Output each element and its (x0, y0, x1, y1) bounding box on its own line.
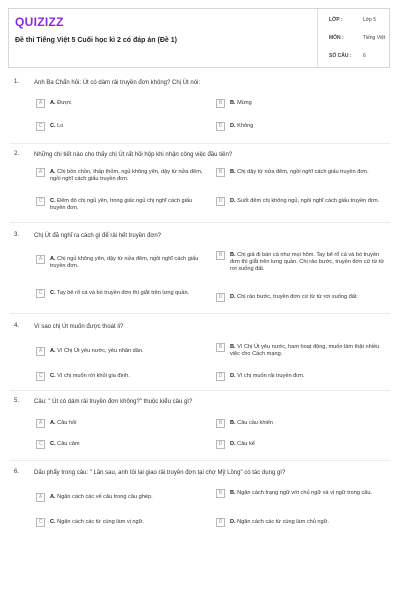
option-checkbox[interactable]: B (216, 419, 225, 428)
option-checkbox[interactable]: B (216, 251, 225, 260)
page-title: Đề thi Tiếng Việt 5 Cuối học kì 2 có đáp án (Đề 1) (15, 37, 177, 44)
option-letter: D. (230, 294, 236, 300)
option-letter: A. (50, 420, 56, 426)
option-checkbox[interactable]: D (216, 440, 225, 449)
option-text: Ngăn cách các từ cùng làm chủ ngữ. (237, 519, 329, 525)
option-letter: D. (230, 198, 236, 204)
option-letter: D. (230, 373, 236, 379)
option-letter: C. (50, 290, 56, 296)
option-letter: C. (50, 198, 56, 204)
meta-count-value: 6 (363, 53, 366, 59)
option-letter: B. (230, 490, 236, 496)
option-letter: C. (50, 441, 56, 447)
option-letter: A. (50, 100, 56, 106)
option-letter: D. (230, 519, 236, 525)
option-letter: A. (50, 169, 56, 175)
option-text: Câu cầu khiến (237, 420, 273, 426)
option-text: Chị rảo bước, truyền đơn cứ từ từ rơi xuống đất. (237, 294, 358, 300)
option-checkbox[interactable]: A (36, 99, 45, 108)
option-letter: C. (50, 373, 56, 379)
question-text: Chị Út đã nghĩ ra cách gì để rải hết truyền đơn? (34, 233, 162, 239)
option-text: Chị bồn chồn, thấp thỏm, ngủ không yên, dậy từ nửa đêm, ngồi nghĩ cách giấu truyền đơn. (50, 169, 203, 182)
option-text: Mừng (237, 100, 252, 106)
question-divider (10, 143, 390, 144)
option-text: Đêm đó chị ngủ yên, trong giấc ngủ chị nghĩ cách giấu truyền đơn. (50, 198, 193, 211)
option-text: Câu cảm (57, 441, 80, 447)
option-checkbox[interactable]: D (216, 197, 225, 206)
meta-grade-value: Lớp 5 (363, 17, 377, 23)
option-text: Vì Chị Út yêu nước, yêu nhân dân. (57, 348, 144, 354)
quizizz-logo: QUIZIZZ (15, 15, 64, 29)
meta-subject-label: MÔN : (329, 35, 344, 41)
option-letter: D. (230, 123, 236, 129)
question-text: Câu: " Út có dám rải truyền đơn không?" thuộc kiểu câu gì? (34, 399, 193, 405)
option-text: Tay bê rổ cá và bó truyền đơn thì giắt trên lưng quần. (57, 290, 190, 296)
meta-grade-label: LỚP : (329, 17, 343, 23)
option-letter: A. (50, 256, 56, 262)
option-text: Không (237, 123, 254, 129)
option-text: Ngăn cách trạng ngữ với chủ ngữ và vị ngữ trong câu. (237, 490, 373, 496)
option-letter: A. (50, 348, 56, 354)
option-checkbox[interactable]: B (216, 489, 225, 498)
option-checkbox[interactable]: D (216, 372, 225, 381)
question-divider (10, 460, 390, 461)
option-checkbox[interactable]: A (36, 493, 45, 502)
question-number: 4. (14, 323, 20, 329)
option-checkbox[interactable]: B (216, 343, 225, 352)
question-divider (10, 313, 390, 314)
option-checkbox[interactable]: A (36, 419, 45, 428)
option-text: Chị dậy từ nửa đêm, ngồi nghĩ cách giấu truyền đơn. (237, 169, 369, 175)
question-number: 1. (14, 79, 20, 85)
question-divider (10, 222, 390, 223)
meta-subject-value: Tiếng Việt (363, 35, 386, 41)
option-letter: B. (230, 252, 236, 258)
option-checkbox[interactable]: A (36, 168, 45, 177)
option-letter: C. (50, 519, 56, 525)
option-checkbox[interactable]: B (216, 99, 225, 108)
question-number: 5. (14, 398, 20, 404)
option-checkbox[interactable]: A (36, 255, 45, 264)
option-letter: B. (230, 420, 236, 426)
question-divider (10, 390, 390, 391)
question-text: Vì sao chị Út muốn được thoát li? (34, 324, 124, 330)
option-text: Vì chị muốn rời khỏi gia đình. (57, 373, 130, 379)
meta-panel (319, 9, 391, 67)
question-text: Dấu phẩy trong câu: " Lần sau, anh tôi lại giao rải truyền đơn tại chợ Mỹ Lồng" có tác dụng gì? (34, 470, 286, 476)
option-text: Câu kể (237, 441, 255, 447)
option-letter: B. (230, 100, 236, 106)
header-divider (317, 9, 318, 67)
option-checkbox[interactable]: C (36, 289, 45, 298)
option-checkbox[interactable]: B (216, 168, 225, 177)
option-letter: B. (230, 169, 236, 175)
option-checkbox[interactable]: C (36, 518, 45, 527)
question-number: 6. (14, 469, 20, 475)
option-letter: B. (230, 344, 236, 350)
option-checkbox[interactable]: C (36, 440, 45, 449)
option-text: Chị giả đi bán cá như mọi hôm. Tay bê rổ cá và bó truyền đơn thì giắt trên lưng quần. Chị rảo bước, truyền đơn cứ từ từ rơi xuống đất. (230, 252, 385, 272)
option-text: Lo (57, 123, 64, 129)
option-letter: A. (50, 494, 56, 500)
option-text: Được (57, 100, 72, 106)
option-text: Câu hỏi (57, 420, 77, 426)
option-checkbox[interactable]: D (216, 122, 225, 131)
option-checkbox[interactable]: C (36, 197, 45, 206)
question-number: 3. (14, 232, 20, 238)
question-text: Anh Ba Chẩn hỏi: Út có dám rải truyền đơn không? Chị Út nói: (34, 80, 201, 86)
option-checkbox[interactable]: C (36, 372, 45, 381)
option-text: Vì Chị Út yêu nước, ham hoạt động, muốn làm thật nhiều việc cho Cách mạng. (230, 344, 380, 357)
option-checkbox[interactable]: D (216, 518, 225, 527)
option-checkbox[interactable]: C (36, 122, 45, 131)
option-text: Suốt đêm chị không ngủ, ngồi nghĩ cách giấu truyền đơn. (237, 198, 380, 204)
option-text: Chị ngủ không yên, dậy từ nửa đêm, ngồi nghĩ cách giấu truyền đơn. (50, 256, 199, 269)
option-text: Ngăn cách các vế câu trong câu ghép. (57, 494, 153, 500)
option-text: Ngăn cách các từ cùng làm vị ngữ. (57, 519, 144, 525)
option-letter: D. (230, 441, 236, 447)
option-checkbox[interactable]: A (36, 347, 45, 356)
meta-count-label: SỐ CÂU : (329, 53, 352, 59)
option-checkbox[interactable]: D (216, 293, 225, 302)
option-text: Vì chị muốn rải truyền đơn. (237, 373, 305, 379)
question-number: 2. (14, 151, 20, 157)
question-text: Những chi tiết nào cho thấy chị Út rất hồi hộp khi nhận công việc đầu tiên? (34, 152, 233, 158)
option-letter: C. (50, 123, 56, 129)
worksheet-header (8, 8, 390, 68)
